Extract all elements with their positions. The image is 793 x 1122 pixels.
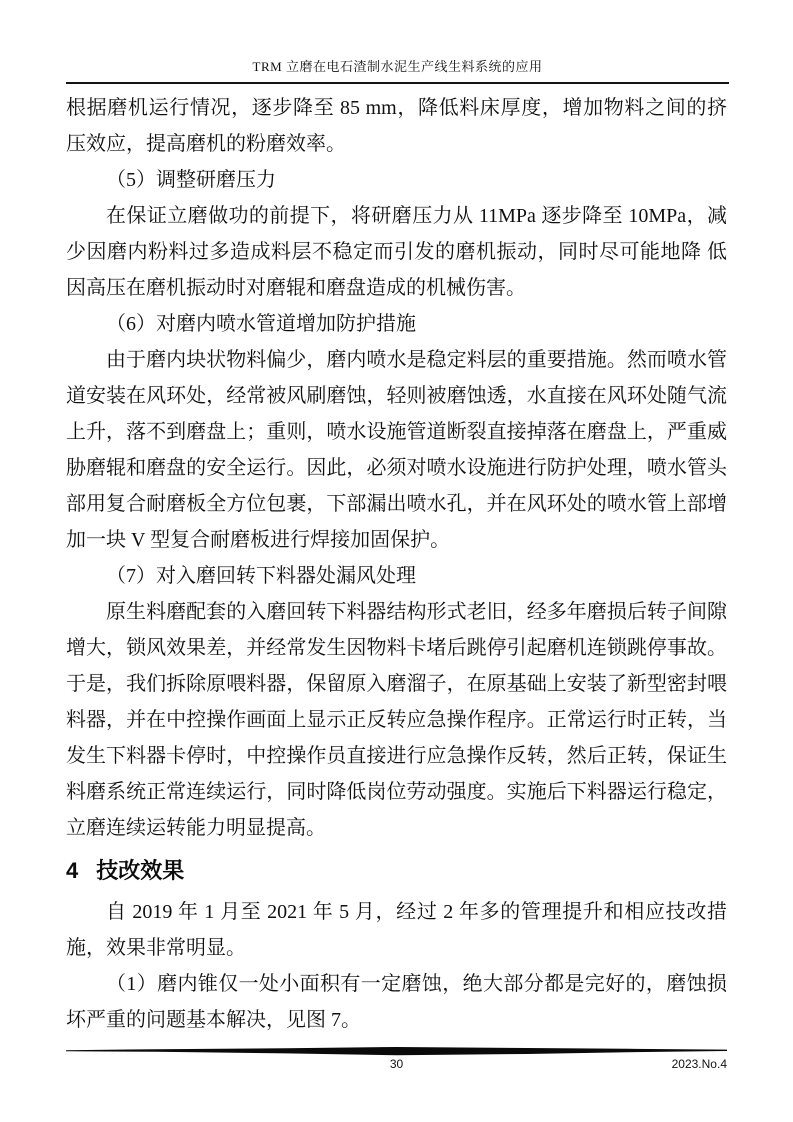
footer-divider-bar bbox=[66, 1046, 727, 1056]
section-title: 技改效果 bbox=[96, 858, 185, 883]
paragraph-water-spray-protection: 由于磨内块状物料偏少，磨内喷水是稳定料层的重要措施。然而喷水管道安装在风环处，经常被风刷磨蚀，轻则被磨蚀透，水直接在风环处随气流上升，落不到磨盘上；重则，喷水设施管道断裂直接掉落在磨盘上，严重威胁磨辊和磨盘的安全运行。因此，必须对喷水设施进行防护处理，喷水管头部用复合耐磨板全方位包裹，下部漏出喷水孔，并在风环处的喷水管上部增加一块 V 型复合耐磨板进行焊接加固保护。 bbox=[66, 349, 727, 551]
section-heading bbox=[66, 854, 727, 888]
subheading-item-6: （6）对磨内喷水管道增加防护措施 bbox=[106, 313, 416, 335]
issue-label: 2023.No.4 bbox=[671, 1057, 727, 1071]
paragraph-result-item-1: （1）磨内锥仅一处小面积有一定磨蚀，绝大部分都是完好的，磨蚀损坏严重的问题基本解决，见图 7。 bbox=[66, 973, 727, 1031]
page-number: 30 bbox=[389, 1057, 404, 1071]
paragraph-results-intro: 自 2019 年 1 月至 2021 年 5 月，经过 2 年多的管理提升和相应技改措施，效果非常明显。 bbox=[66, 901, 727, 959]
subheading-item-7: （7）对入磨回转下料器处漏风处理 bbox=[106, 565, 416, 587]
subheading-item-5: （5）调整研磨压力 bbox=[106, 169, 276, 191]
page-footer bbox=[66, 1046, 727, 1075]
paragraph-grinding-pressure: 在保证立磨做功的前提下，将研磨压力从 11MPa 逐步降至 10MPa，减少因磨内粉料过多造成料层不稳定而引发的磨机振动，同时尽可能地降 低因高压在磨机振动时对磨辊和磨盘造成的机械伤害。 bbox=[66, 205, 727, 299]
footer-meta bbox=[66, 1057, 727, 1075]
paragraph-rotary-feeder: 原生料磨配套的入磨回转下料器结构形式老旧，经多年磨损后转子间隙增大，锁风效果差，并经常发生因物料卡堵后跳停引起磨机连锁跳停事故。于是，我们拆除原喂料器，保留原入磨溜子，在原基础上安装了新型密封喂料器，并在中控操作画面上显示正反转应急操作程序。正常运行时正转，当发生下料器卡停时，中控操作员直接进行应急操作反转，然后正转，保证生料磨系统正常连续运行，同时降低岗位劳动强度。实施后下料器运行稳定，立磨连续运转能力明显提高。 bbox=[66, 601, 727, 839]
running-title: TRM 立磨在电石渣制水泥生产线生料系统的应用 bbox=[252, 59, 543, 74]
running-header bbox=[66, 56, 729, 84]
paragraph-continued: 根据磨机运行情况，逐步降至 85 mm，降低料床厚度，增加物料之间的挤压效应，提高磨机的粉磨效率。 bbox=[66, 97, 727, 155]
section-number: 4 bbox=[66, 858, 79, 883]
page-body bbox=[66, 90, 727, 1038]
